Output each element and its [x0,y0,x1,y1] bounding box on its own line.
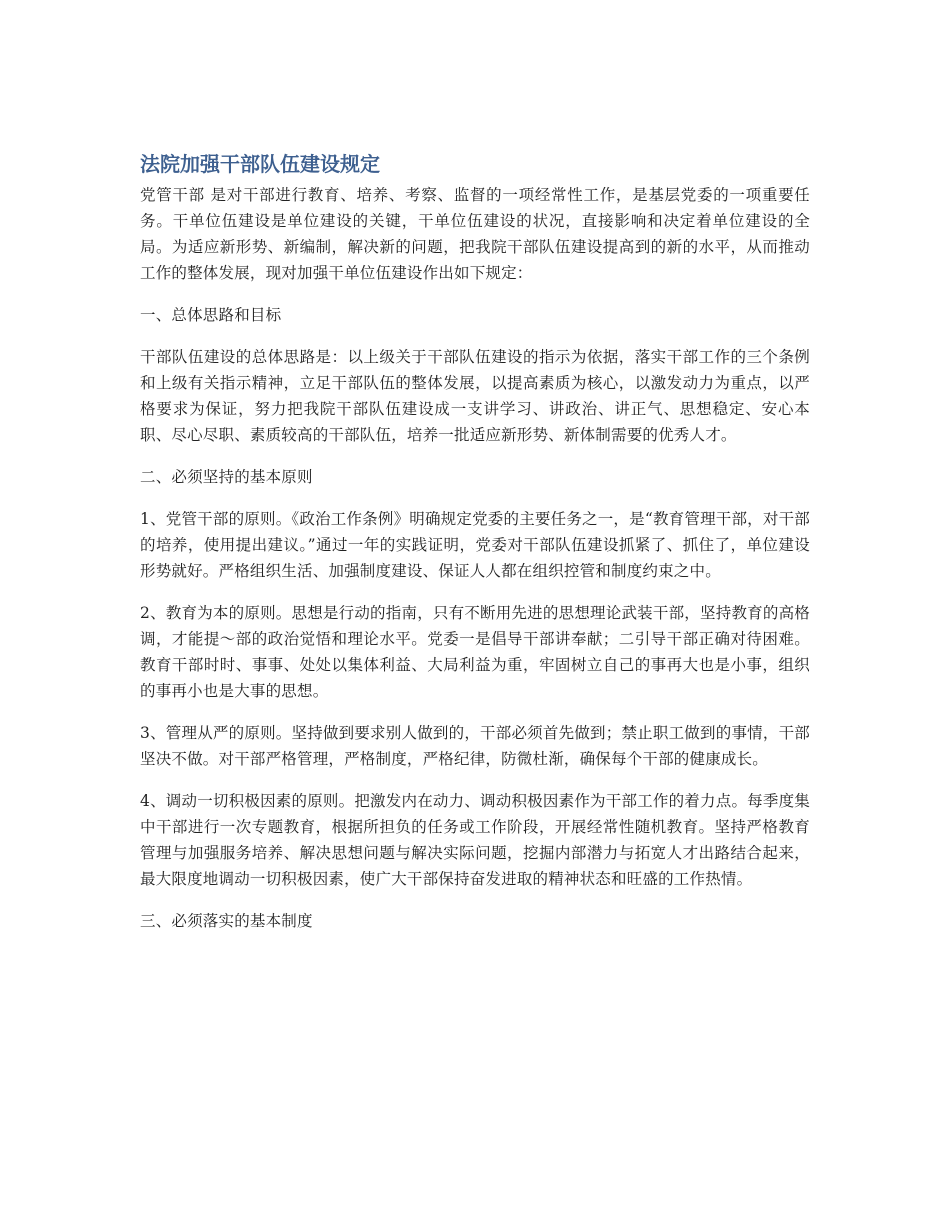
section-heading-1: 一、总体思路和目标 [140,306,282,324]
section-1-paragraph: 干部队伍建设的总体思路是：以上级关于干部队伍建设的指示为依据，落实干部工作的三个条例和上级有关指示精神，立足干部队伍的整体发展，以提高素质为核心，以激发动力为重点，以严格要求为保证，努力把我院干部队伍建设成一支讲学习、讲政治、讲正气、思想稳定、安心本职、尽心尽职、素质较高的干部队伍，培养一批适应新形势、新体制需要的优秀人才。 [140,348,810,444]
principle-3-paragraph: 3、管理从严的原则。坚持做到要求别人做到的，干部必须首先做到；禁止职工做到的事情，干部坚决不做。对干部严格管理，严格制度，严格纪律，防微杜渐，确保每个干部的健康成长。 [140,724,810,768]
document-title: 法院加强干部队伍建设规定 [140,152,380,176]
document-page [140,150,810,950]
principle-4-paragraph: 4、调动一切积极因素的原则。把激发内在动力、调动积极因素作为干部工作的着力点。每季度集中干部进行一次专题教育，根据所担负的任务或工作阶段，开展经常性随机教育。坚持严格教育管理与加强服务培养、解决思想问题与解决实际问题，挖掘内部潜力与拓宽人才出路结合起来，最大限度地调动一切积极因素，使广大干部保持奋发进取的精神状态和旺盛的工作热情。 [140,792,810,888]
section-heading-3: 三、必须落实的基本制度 [140,912,313,930]
principle-1-paragraph: 1、党管干部的原则。《政治工作条例》明确规定党委的主要任务之一，是“教育管理干部，对干部的培养，使用提出建议。”通过一年的实践证明，党委对干部队伍建设抓紧了、抓住了，单位建设形势就好。严格组织生活、加强制度建设、保证人人都在组织控管和制度约束之中。 [140,510,810,580]
intro-paragraph: 党管干部 是对干部进行教育、培养、考察、监督的一项经常性工作，是基层党委的一项重要任务。干单位伍建设是单位建设的关键，干单位伍建设的状况，直接影响和决定着单位建设的全局。为适应新形势、新编制，解决新的问题，把我院干部队伍建设提高到的新的水平，从而推动工作的整体发展，现对加强干单位伍建设作出如下规定： [140,186,810,282]
principle-2-paragraph: 2、教育为本的原则。思想是行动的指南，只有不断用先进的思想理论武装干部，坚持教育的高格调，才能提～部的政治觉悟和理论水平。党委一是倡导干部讲奉献；二引导干部正确对待困难。教育干部时时、事事、处处以集体利益、大局利益为重，牢固树立自己的事再大也是小事，组织的事再小也是大事的思想。 [140,604,810,700]
section-heading-2: 二、必须坚持的基本原则 [140,468,313,486]
